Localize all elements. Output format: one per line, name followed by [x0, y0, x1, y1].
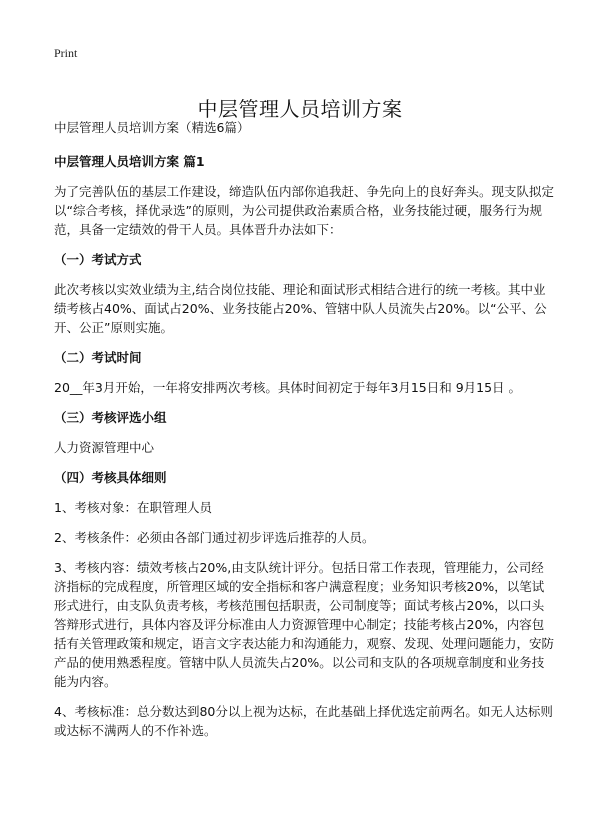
item-body-exam-time: 20__年3月开始，一年将安排两次考核。具体时间初定于每年3月15日和 9月15日 。 [54, 380, 522, 395]
document-subtitle: 中层管理人员培训方案（精选6篇） [54, 120, 250, 135]
item-heading-detailed-rules: （四）考核具体细则 [54, 470, 167, 485]
document-body [54, 118, 554, 751]
rule-content: 3、考核内容：绩效考核占20%,由支队统计评分。包括日常工作表现，管理能力，公司经济指标的完成程度，所管理区域的安全指标和客户满意程度；业务知识考核20%，以笔试形式进行，由支队负责考核，考核范围包括职责，公司制度等；面试考核占20%，以口头答辩形式进行，具体内容及评分标准由人力资源管理中心制定；技能考核占20%，内容包括有关管理政策和规定，语言文字表达能力和沟通能力，观察、发现、处理问题能力，安防产品的使用熟悉程度。管辖中队人员流失占20%。以公司和支队的各项规章制度和业务技能为内容。 [54, 560, 555, 689]
item-heading-exam-time: （二）考试时间 [54, 350, 142, 365]
item-heading-exam-method: （一）考试方式 [54, 252, 142, 267]
item-body-review-group: 人力资源管理中心 [54, 440, 155, 455]
item-heading-review-group: （三）考核评选小组 [54, 410, 167, 425]
document-title: 中层管理人员培训方案 [197, 97, 403, 122]
section-title: 中层管理人员培训方案 篇1 [54, 154, 205, 169]
rule-target: 1、考核对象：在职管理人员 [54, 500, 212, 515]
rule-standard: 4、考核标准：总分数达到80分以上视为达标，在此基础上择优选定前两名。如无人达标则或达标不满两人的不作补选。 [54, 704, 553, 738]
item-body-exam-method: 此次考核以实效业绩为主,结合岗位技能、理论和面试形式相结合进行的统一考核。其中业绩考核占40%、面试占20%、业务技能占20%、管辖中队人员流失占20%。以“公平、公开、公正”原则实施。 [54, 282, 547, 335]
print-link[interactable]: Print [54, 46, 78, 60]
intro-paragraph: 为了完善队伍的基层工作建设，缔造队伍内部你追我赶、争先向上的良好奔头。现支队拟定以“综合考核，择优录选”的原则，为公司提供政治素质合格，业务技能过硬，服务行为规范，具备一定绩效的骨干人员。具体晋升办法如下： [54, 184, 555, 237]
rule-conditions: 2、考核条件：必须由各部门通过初步评选后推荐的人员。 [54, 530, 375, 545]
